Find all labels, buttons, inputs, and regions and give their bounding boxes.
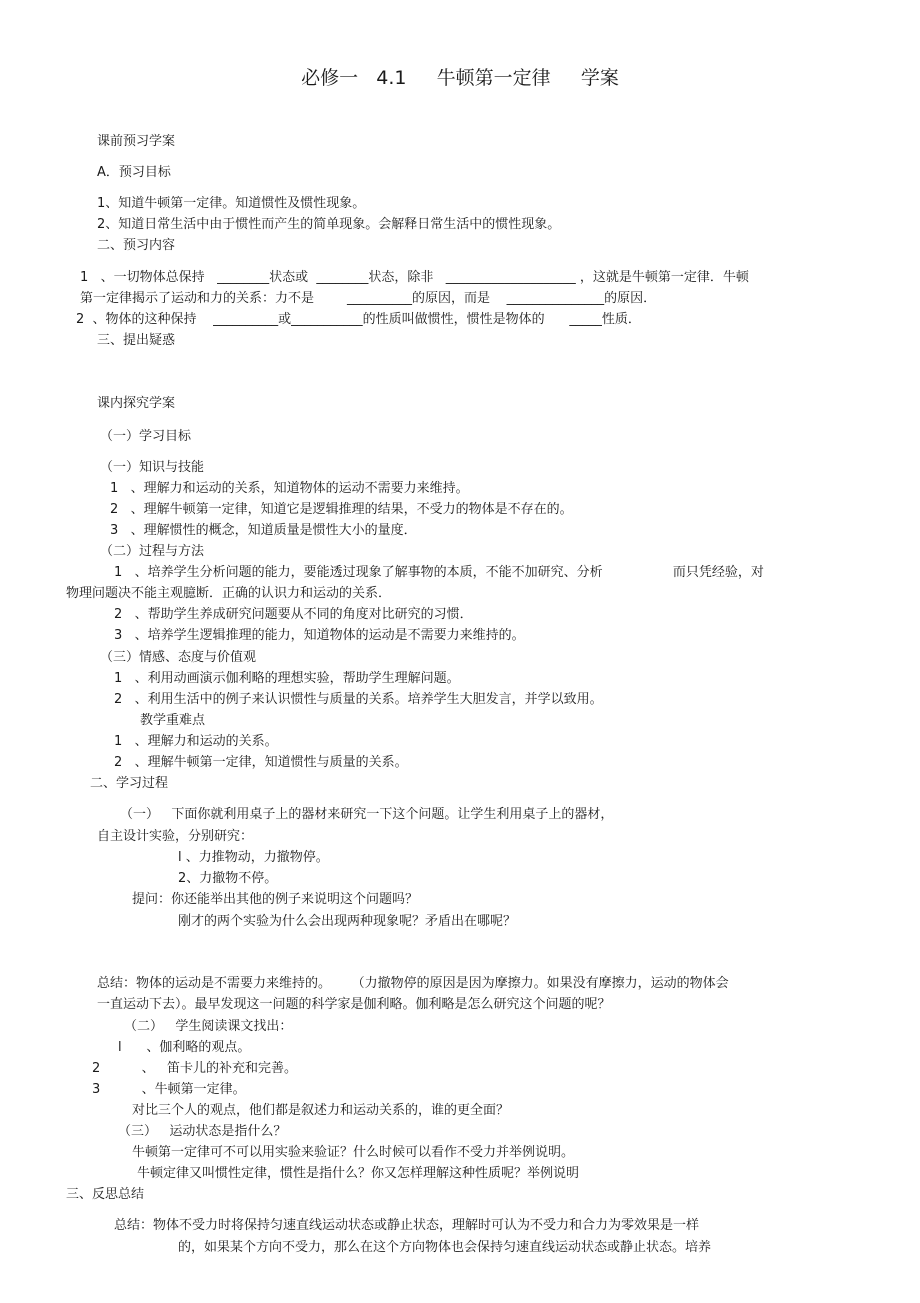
subheading-knowledge: （一）知识与技能 bbox=[100, 460, 205, 475]
question-text: 刚才的两个实验为什么会出现两种现象呢？矛盾出在哪呢？ bbox=[178, 914, 517, 929]
list-item: 1 、理解力和运动的关系，知道物体的运动不需要力来维持。 bbox=[110, 481, 469, 496]
subheading-motion-state: （三） 运动状态是指什么？ bbox=[118, 1124, 287, 1139]
section-heading-reflection: 三、反思总结 bbox=[66, 1187, 145, 1202]
paragraph: 总结：物体的运动是不需要力来维持的。 （力撤物停的原因是因为摩擦力。如果没有摩擦力，运动的物体会 bbox=[97, 976, 729, 991]
subheading-preview-goals: A．预习目标 bbox=[97, 165, 171, 180]
section-heading-preview: 课前预习学案 bbox=[97, 134, 176, 149]
subheading-key-points: 教学重难点 bbox=[140, 713, 206, 728]
list-item: 2 、理解牛顿第一定律，知道它是逻辑推理的结果，不受力的物体是不存在的。 bbox=[110, 502, 573, 517]
goal-item: 2、知道日常生活中由于惯性而产生的简单现象。会解释日常生活中的惯性现象。 bbox=[97, 217, 561, 232]
list-item: 2 、帮助学生养成研究问题要从不同的角度对比研究的习惯． bbox=[114, 607, 473, 622]
subheading-learning-goals: （一）学习目标 bbox=[100, 429, 192, 444]
question-text: 牛顿定律又叫惯性定律，惯性是指什么？你又怎样理解这种性质呢？举例说明 bbox=[137, 1166, 580, 1181]
subheading-process: （二）过程与方法 bbox=[100, 544, 205, 559]
list-item: l 、伽利略的观点。 bbox=[118, 1040, 251, 1055]
list-item: 2 、利用生活中的例子来认识惯性与质量的关系。培养学生大胆发言，并学以致用。 bbox=[114, 692, 603, 707]
goal-item: 1、知道牛顿第一定律。知道惯性及惯性现象。 bbox=[97, 196, 366, 211]
paragraph: （一） 下面你就利用桌子上的器材来研究一下这个问题。让学生利用桌子上的器材， bbox=[120, 807, 614, 822]
section-heading-inquiry: 课内探究学案 bbox=[97, 396, 176, 411]
fill-blank-question: 1 、一切物体总保持 ________状态或 ________状态，除非 ____________________ ，这就是牛顿第一定律．牛顿 bbox=[80, 270, 749, 285]
list-item: 2 、 笛卡儿的补充和完善。 bbox=[92, 1061, 297, 1076]
list-item: 1 、培养学生分析问题的能力，要能透过现象了解事物的本质，不能不加研究、分析 而只凭经验，对 bbox=[114, 565, 764, 580]
list-item: l 、力推物动，力撤物停。 bbox=[178, 850, 329, 865]
paragraph: 的，如果某个方向不受力，那么在这个方向物体也会保持匀速直线运动状态或静止状态。培养 bbox=[178, 1240, 712, 1255]
list-item: 1 、利用动画演示伽利略的理想实验，帮助学生理解问题。 bbox=[114, 671, 460, 686]
list-item: 3 、培养学生逻辑推理的能力，知道物体的运动是不需要力来维持的。 bbox=[114, 628, 525, 643]
list-item: 3 、理解惯性的概念，知道质量是惯性大小的量度． bbox=[110, 523, 417, 538]
subheading-learning-process: 二、学习过程 bbox=[90, 776, 169, 791]
fill-blank-question: 第一定律揭示了运动和力的关系：力不是 __________的原因，而是 _______________的原因． bbox=[80, 291, 657, 306]
list-item: 1 、理解力和运动的关系。 bbox=[114, 734, 278, 749]
list-item: 3 、牛顿第一定律。 bbox=[92, 1082, 246, 1097]
list-item: 2、力撤物不停。 bbox=[178, 871, 278, 886]
question-text: 提问：你还能举出其他的例子来说明这个问题吗？ bbox=[132, 892, 419, 907]
subheading-attitude: （三）情感、态度与价值观 bbox=[100, 650, 257, 665]
list-item: 2 、理解牛顿第一定律，知道惯性与质量的关系。 bbox=[114, 755, 408, 770]
paragraph: 一直运动下去）。最早发现这一问题的科学家是伽利略。伽利略是怎么研究这个问题的呢？ bbox=[97, 997, 611, 1012]
list-item-continuation: 物理问题决不能主观臆断．正确的认识力和运动的关系． bbox=[66, 586, 392, 601]
subheading-questions: 三、提出疑惑 bbox=[97, 333, 176, 348]
question-text: 牛顿第一定律可不可以用实验来验证？什么时候可以看作不受力并举例说明。 bbox=[132, 1145, 575, 1160]
question-text: 对比三个人的观点，他们都是叙述力和运动关系的，谁的更全面？ bbox=[132, 1103, 510, 1118]
page-title: 必修一 4.1 牛顿第一定律 学案 bbox=[301, 67, 619, 89]
subheading-reading: （二） 学生阅读课文找出： bbox=[124, 1019, 293, 1034]
fill-blank-question: 2 、物体的这种保持 __________或___________的性质叫做惯性，惯性是物体的 _____性质． bbox=[76, 312, 641, 327]
paragraph: 自主设计实验，分别研究： bbox=[97, 829, 254, 844]
paragraph: 总结：物体不受力时将保持匀速直线运动状态或静止状态，理解时可认为不受力和合力为零效果是一样 bbox=[114, 1218, 700, 1233]
subheading-preview-content: 二、预习内容 bbox=[97, 238, 176, 253]
